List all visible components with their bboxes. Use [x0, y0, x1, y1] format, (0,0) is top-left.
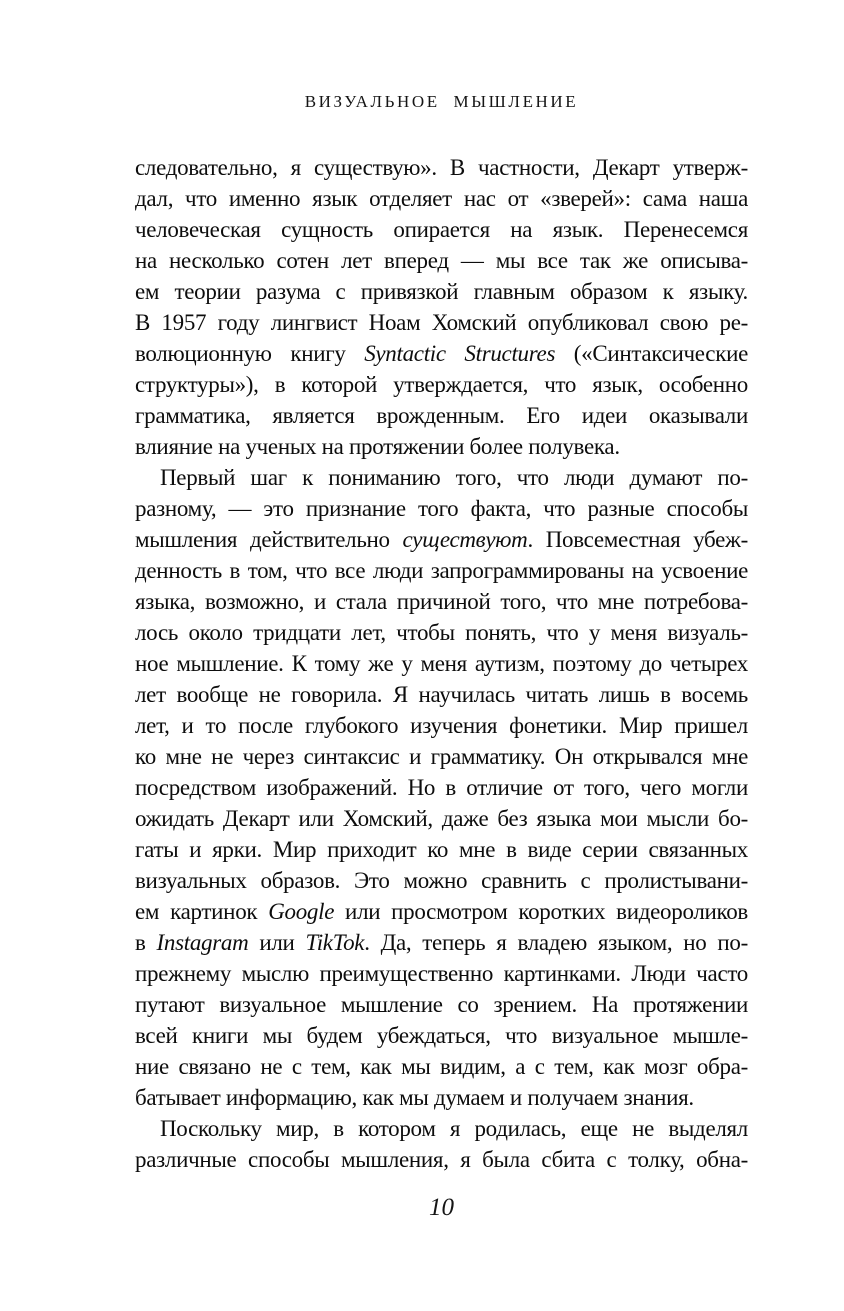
italic-text: TikTok: [305, 930, 365, 955]
text-line: [135, 741, 748, 772]
text-segment: следовательно, я существую». В частности, Декарт утверж-: [135, 155, 748, 180]
text-segment: гаты и ярки. Мир приходит ко мне в виде серии связанных: [135, 837, 748, 862]
text-line: [135, 1113, 748, 1144]
text-line: [135, 338, 748, 369]
text-segment: человеческая сущность опирается на язык. Перенесемся: [135, 217, 748, 242]
text-line: [135, 462, 748, 493]
text-segment: лет вообще не говорила. Я научилась читать лишь в восемь: [135, 682, 748, 707]
italic-text: Google: [268, 899, 335, 924]
text-segment: языка, возможно, и стала причиной того, что мне потребова-: [135, 589, 748, 614]
text-segment: в: [135, 930, 157, 955]
text-segment: прежнему мыслю преимущественно картинками. Люди часто: [135, 961, 748, 986]
text-segment: ние связано не с тем, как мы видим, а с тем, как мозг обра-: [135, 1054, 748, 1079]
text-segment: батывает информацию, как мы думаем и получаем знания.: [135, 1085, 694, 1110]
text-segment: ко мне не через синтаксис и грамматику. Он открывался мне: [135, 744, 748, 769]
text-segment: или просмотром коротких видеороликов: [334, 899, 748, 924]
text-segment: («Синтаксические: [555, 341, 748, 366]
text-block: [135, 152, 748, 1175]
italic-text: Syntactic Structures: [364, 341, 556, 366]
text-segment: волюционную книгу: [135, 341, 365, 366]
text-line: [135, 1020, 748, 1051]
text-segment: ем теории разума с привязкой главным образом к языку.: [135, 279, 748, 304]
text-line: [135, 927, 748, 958]
text-line: [135, 555, 748, 586]
text-segment: различные способы мышления, я была сбита с толку, обна-: [135, 1147, 748, 1172]
text-segment: лет, и то после глубокого изучения фонетики. Мир пришел: [135, 713, 748, 738]
text-segment: путают визуальное мышление со зрением. На протяжении: [135, 992, 748, 1017]
text-segment: грамматика, является врожденным. Его идеи оказывали: [135, 403, 748, 428]
text-line: [135, 307, 748, 338]
text-segment: ное мышление. К тому же у меня аутизм, поэтому до четырех: [135, 651, 748, 676]
text-segment: ожидать Декарт или Хомский, даже без языка мои мысли бо-: [135, 806, 748, 831]
italic-text: существуют: [402, 527, 528, 552]
italic-text: Instagram: [156, 930, 249, 955]
text-line: [135, 803, 748, 834]
text-line: [135, 152, 748, 183]
text-line: [135, 245, 748, 276]
running-header: ВИЗУАЛЬНОЕ МЫШЛЕНИЕ: [304, 92, 579, 111]
text-line: [135, 865, 748, 896]
text-line: [135, 648, 748, 679]
text-line: [135, 214, 748, 245]
text-segment: разному, — это признание того факта, что разные способы: [135, 496, 748, 521]
text-line: [135, 679, 748, 710]
text-line: [135, 1051, 748, 1082]
text-line: [135, 772, 748, 803]
text-line: [135, 710, 748, 741]
text-segment: денность в том, что все люди запрограммированы на усвоение: [135, 558, 748, 583]
text-line: [135, 431, 748, 462]
text-line: [135, 493, 748, 524]
text-segment: . Повсеместная убеж-: [527, 527, 748, 552]
text-line: [135, 834, 748, 865]
text-segment: В 1957 году лингвист Ноам Хомский опубликовал свою ре-: [135, 310, 748, 335]
text-segment: дал, что именно язык отделяет нас от «зверей»: сама наша: [135, 186, 748, 211]
text-segment: структуры»), в которой утверждается, что язык, особенно: [135, 372, 748, 397]
text-segment: на несколько сотен лет вперед — мы все так же описыва-: [135, 248, 748, 273]
text-segment: Поскольку мир, в котором я родилась, еще не выделял: [160, 1116, 748, 1141]
text-line: [135, 617, 748, 648]
text-line: [135, 586, 748, 617]
text-segment: Первый шаг к пониманию того, что люди думают по-: [160, 465, 748, 490]
text-segment: влияние на ученых на протяжении более полувека.: [135, 434, 620, 459]
text-segment: ем картинок: [135, 899, 269, 924]
text-segment: или: [248, 930, 306, 955]
text-segment: лось около тридцати лет, чтобы понять, что у меня визуаль-: [135, 620, 748, 645]
text-segment: . Да, теперь я владею языком, но по-: [364, 930, 748, 955]
text-line: [135, 400, 748, 431]
text-line: [135, 183, 748, 214]
text-line: [135, 1082, 748, 1113]
page-number: 10: [429, 1194, 454, 1221]
text-segment: всей книги мы будем убеждаться, что визуальное мышле-: [135, 1023, 748, 1048]
text-line: [135, 989, 748, 1020]
text-line: [135, 958, 748, 989]
text-line: [135, 524, 748, 555]
text-segment: мышления действительно: [135, 527, 403, 552]
text-line: [135, 1144, 748, 1175]
text-line: [135, 896, 748, 927]
text-line: [135, 276, 748, 307]
text-segment: визуальных образов. Это можно сравнить с пролистывани-: [135, 868, 748, 893]
text-line: [135, 369, 748, 400]
text-segment: посредством изображений. Но в отличие от того, чего могли: [135, 775, 748, 800]
